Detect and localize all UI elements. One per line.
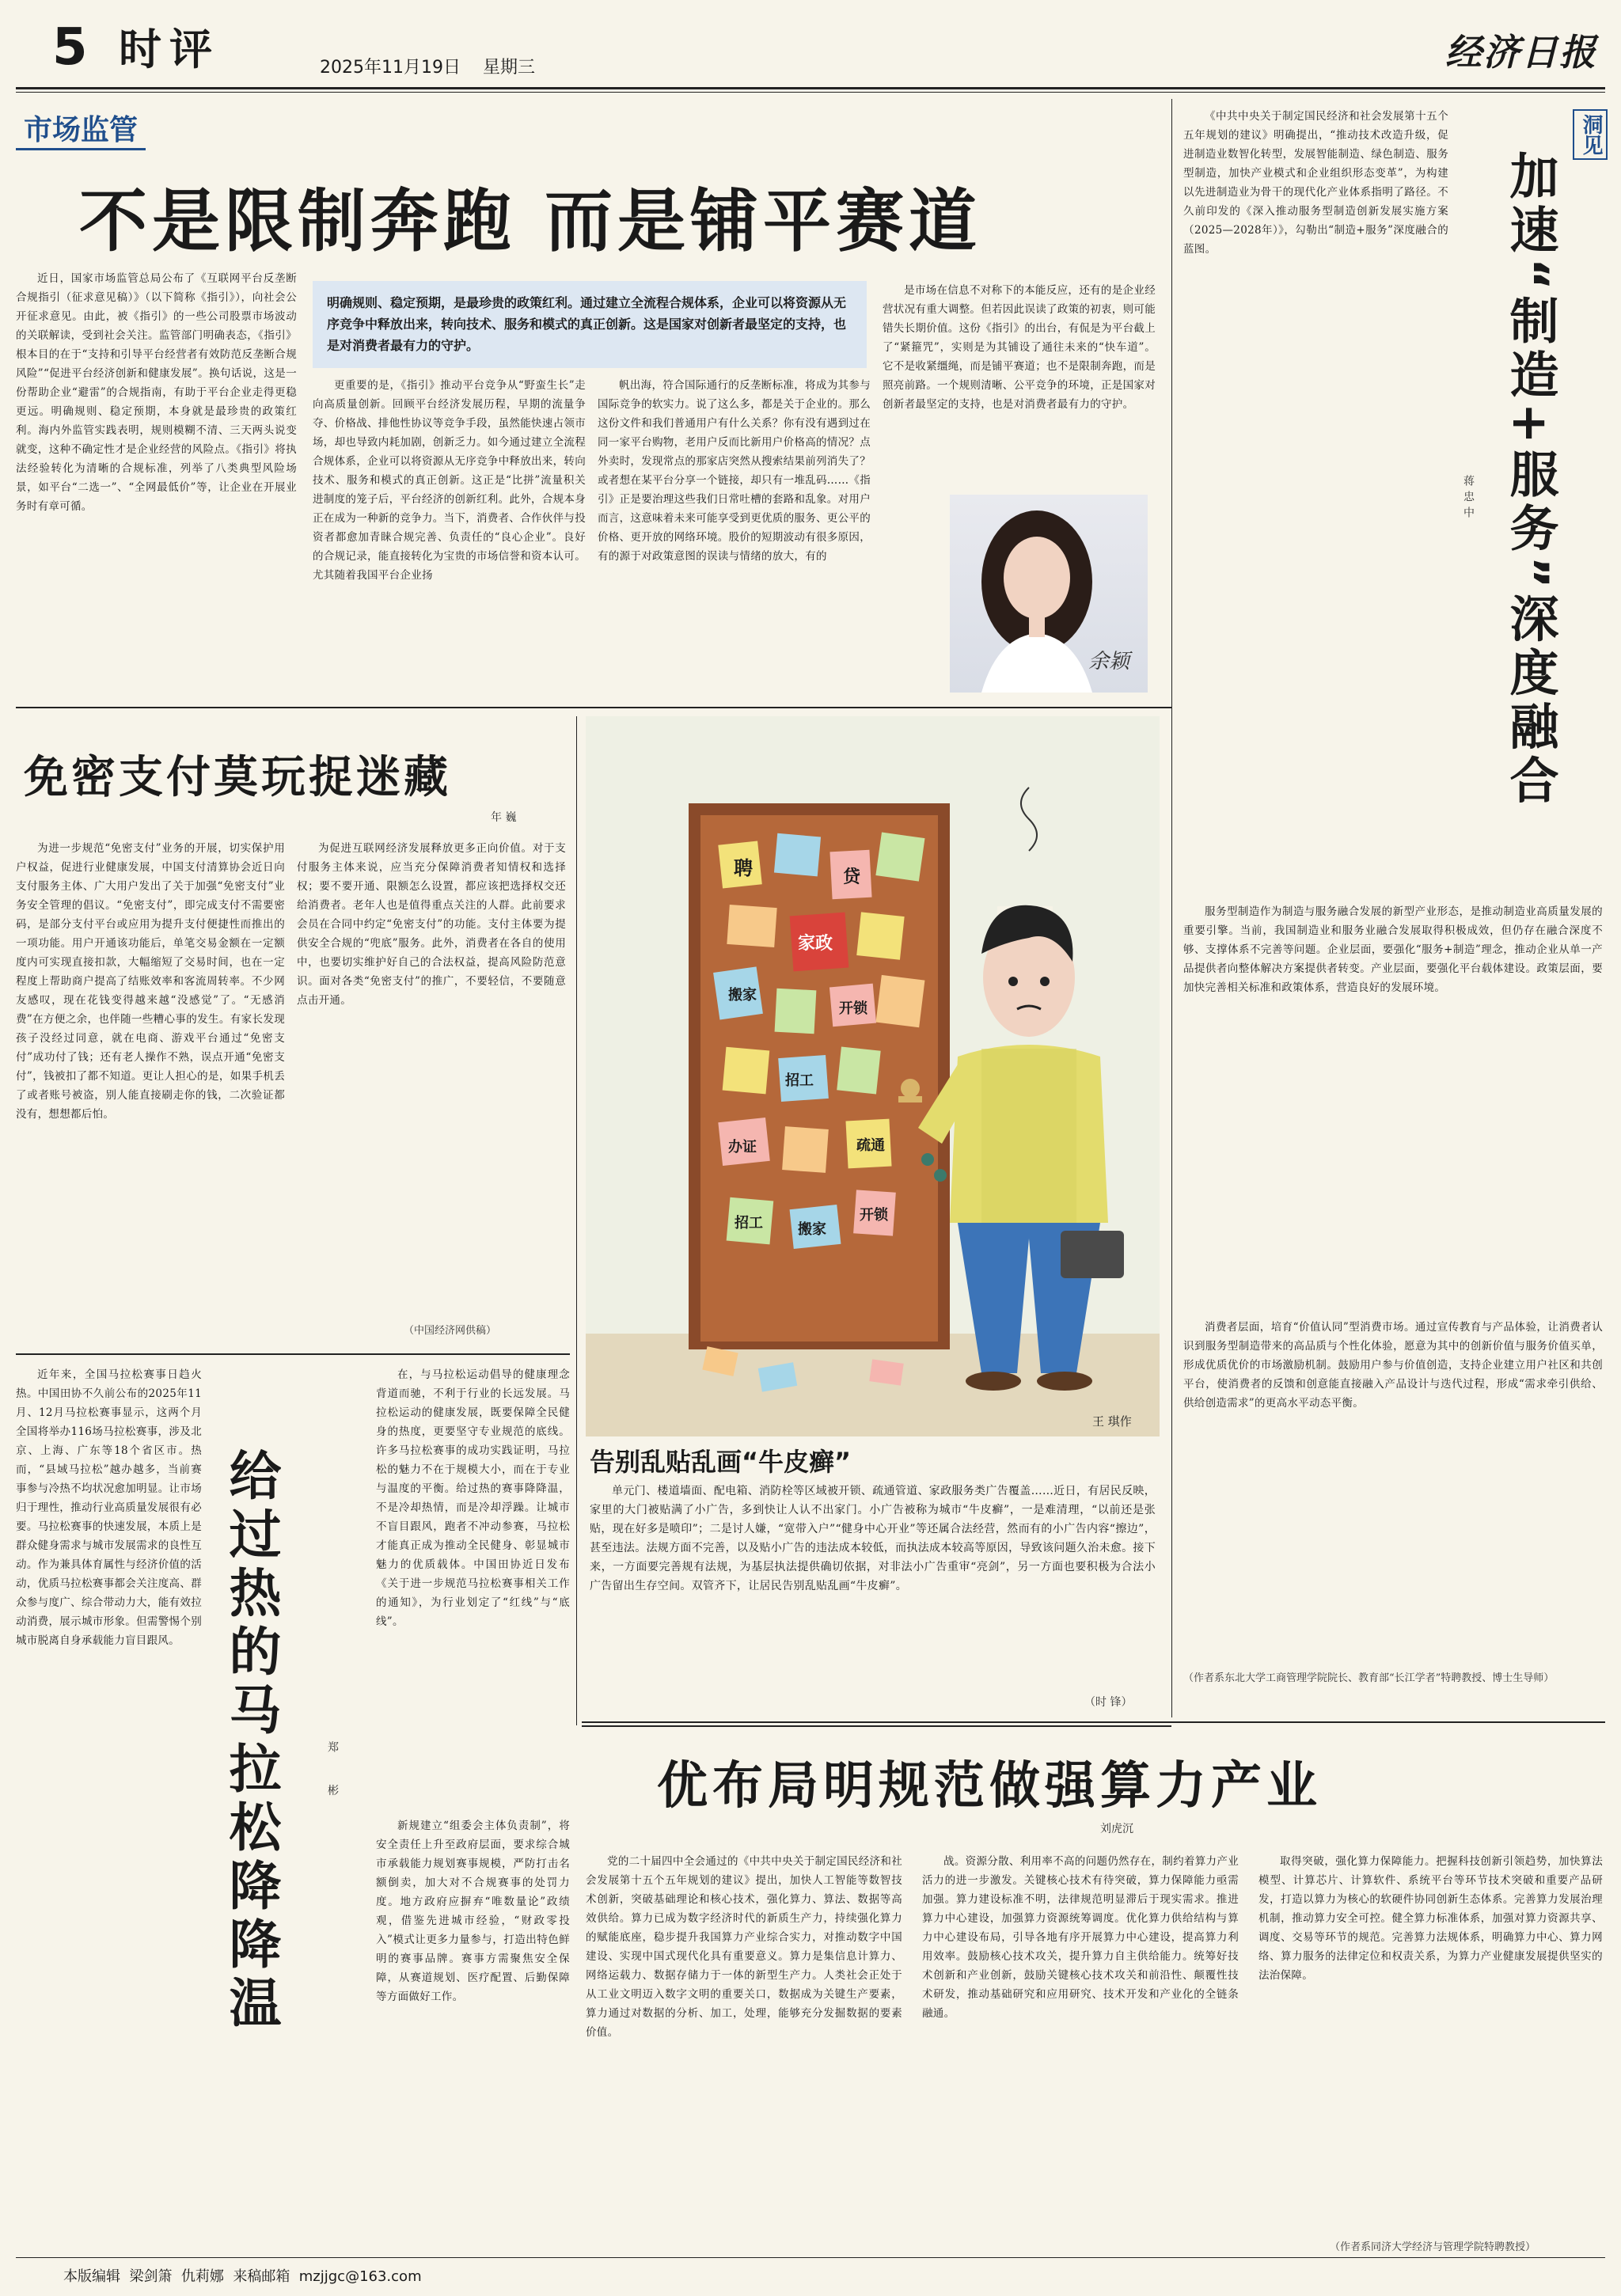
cartoon-illustration — [586, 716, 1160, 1436]
section-title: 时评 — [119, 24, 220, 74]
market-column-3 — [598, 376, 871, 700]
masthead — [0, 0, 1621, 87]
cartoon-note-1: 聘 — [734, 857, 753, 879]
footer-rule — [16, 2257, 1605, 2258]
market-column-1 — [16, 269, 297, 700]
dongjian-column-1 — [1183, 107, 1448, 898]
mianmi-col1-text: 为进一步规范“免密支付”业务的开展，切实保护用户权益，促进行业健康发展，中国支付清算协会近日向支付服务主体、广大用户发出了关于加强“免密支付”业务安全管理的倡议。“免密支付”，即完成支付不需要密码，是部分支付平台或应用为提升支付便捷性而推出的一项功能。用户开通该功能后，单笔交易金额在一定额度内可实现直接扣款，大幅缩短了交易时间，也在一定程度上帮助商户提高了结账效率和客流周转率。不少网友感叹，现在花钱变得越来越“没感觉”了。“无感消费”在方便之余，也伴随一些糟心事的发生。有家长发现孩子没经过同意，就在电商、游戏平台通过“免密支付”成功付了钱；还有老人操作不熟，误点开通“免密支付”，钱被扣了都不知道。更让人担心的是，如果手机丢了或者账号被盗，别人能直接刷走你的钱，二次验证都没有，想想都后怕。 — [16, 842, 285, 1121]
mianmi-author: 年 巍 — [491, 811, 517, 824]
market-column-2 — [313, 376, 586, 700]
compute-col3-text: 取得突破，强化算力保障能力。把握科技创新引领趋势，加快算法模型、计算芯片、计算软件、系统平台等环节技术突破和重要产品研发，打造以算力为核心的软硬件协同创新生态体系。完善算力发展治理机制，推动算力安全可控。健全算力标准体系，加强对算力资源共享、调度、交易等环节的规范。完善算力法规体系，明确算力中心、算力网络、算力服务的法律定位和权责关系，为算力产业健康发展提供坚实的法治保障。 — [1258, 1855, 1603, 1982]
dongjian-headline: 加速“制造+服务”深度融合 — [1501, 150, 1559, 809]
masthead-rule — [16, 87, 1605, 89]
pullquote-text: 明确规则、稳定预期，是最珍贵的政策红利。通过建立全流程合规体系，企业可以将资源从无序竞争中释放出来，转向技术、服务和模式的真正创新。这是国家对创新者最坚定的支持，也是对消费者最有力的守护。 — [327, 295, 847, 353]
cartoon-text-author: （时 锋） — [1084, 1696, 1133, 1709]
cartoon-note-11: 开锁 — [860, 1207, 888, 1224]
market-pullquote — [313, 281, 867, 368]
issue-date: 2025年11月19日 — [320, 58, 461, 78]
compute-col2-text: 战。资源分散、利用率不高的问题仍然存在，制约着算力产业活力的进一步激发。关键核心技术有待突破，算力保障能力亟需加强。算力建设标准不明，法律规范明显滞后于现实需求。推进算力中心建设，加强算力资源统筹调度。优化算力供给结构与算力中心建设布局，引导各地有序开展算力中心建设，提高算力利用效率。鼓励核心技术攻关，提升算力自主供给能力。统筹好技术创新和产业创新，鼓励关键核心技术攻关和前沿性、颠覆性技术研发，推动基础研究和应用研究、技术开发和产业化的全链条融通。 — [922, 1855, 1239, 2020]
marathon-author: 郑 彬 — [326, 1741, 339, 1810]
marathon-column-3 — [376, 1816, 570, 2244]
cartoon-note-2: 家政 — [798, 934, 833, 954]
marathon-col1-text: 近年来，全国马拉松赛事日趋火热。中国田协不久前公布的2025年11月、12月马拉松赛事显示，这两个月全国将举办116场马拉松赛事，涉及北京、上海、广东等18个省区市。热而，“县域马拉松”越办越多，当前赛事参与冷热不均状况愈加明显。让市场归于理性，推动行业高质量发展很有必要。马拉松赛事的快速发展，本质上是群众健身需求与城市发展需求的良性互动。作为兼具体育属性与经济价值的活动，优质马拉松赛事都会关注度高、群众参与度广、综合带动力大，能有效拉动消费，展示城市形象。但需警惕个别城市脱离自身承载能力盲目跟风。 — [16, 1368, 202, 1647]
compute-col1-text: 党的二十届四中全会通过的《中共中央关于制定国民经济和社会发展第十五个五年规划的建议》提出，加快人工智能等数智技术创新，突破基础理论和核心技术，强化算力、算法、数据等高效供给。算力已成为数字经济时代的新质生产力，持续强化算力的赋能底座，稳步提升我国算力产业综合实力，对推动数字中国建设、实现中国式现代化具有重要意义。算力是集信息计算力、网络运载力、数据存储力于一体的新型生产力。人类社会正处于从工业文明迈入数字文明的重要关口，数据成为关键生产要素，算力通过对数据的分析、加工，处理，能够充分发掘数据的要素价值。 — [586, 1855, 902, 2039]
author-signature: 余颖 — [1088, 650, 1130, 674]
compute-author: 刘虎沉 — [1100, 1823, 1133, 1835]
marathon-col3-text: 新规建立“组委会主体负责制”，将安全责任上升至政府层面，要求综合城市承载能力规划赛事规模，严防打击名额倒卖，加大对不合规赛事的处罚力度。地方政府应摒弃“唯数量论”政绩观，借鉴先进城市经验，“财政零投入”模式让更多力量参与，打造出特色鲜明的赛事品牌。赛事方需聚焦安全保障，从赛道规划、医疗配置、后勤保障等方面做好工作。 — [376, 1820, 570, 2003]
market-col2-text: 更重要的是，《指引》推动平台竞争从“野蛮生长”走向高质量创新。回顾平台经济发展历程，早期的流量争夺、价格战、排他性协议等竞争手段，虽然能快速占领市场，却也导致内耗加剧，创新乏力。如今通过建立全流程合规体系，企业可以将资源从无序竞争中释放出来，转向技术、服务和模式的真正创新。这正是“比拼”流量积关进制度的笼子后，平台经济的创新红利。此外，合规本身正在成为一种新的竞争力。当下，消费者、合作伙伴与投资者都愈加青睐合规完善、负责任的“良心企业”。良好的合规记录，能直接转化为宝贵的市场信誉和资本认可。尤其随着我国平台企业扬 — [313, 379, 586, 582]
compute-column-3 — [1258, 1852, 1603, 2232]
compute-note: （作者系同济大学经济与管理学院特聘教授） — [1330, 2241, 1536, 2253]
column-tag: 市场监管 — [16, 108, 146, 150]
compute-column-2 — [922, 1852, 1239, 2248]
mianmi-cartoon-divider — [576, 716, 577, 1725]
market-col3-text: 帆出海，符合国际通行的反垄断标准，将成为其参与国际竞争的软实力。说了这么多，都是关于企业的。那么这份文件和我们普通用户有什么关系？你有没有遇到过在同一家平台购物，老用户反而比新用户价格高的情况？点外卖时，发现常点的那家店突然从搜索结果前列消失了？或者想在某平台分享一个链接，却只有一堆乱码……《指引》正是要治理这些我们日常吐槽的套路和乱象。对用户而言，这意味着未来可能享受到更优质的服务、更公平的价格、更开放的网络环境。股价的短期波动有很多原因，有的源于对政策意图的误读与情绪的放大，有的 — [598, 379, 871, 563]
market-col1-text: 近日，国家市场监管总局公布了《互联网平台反垄断合规指引（征求意见稿）》（以下简称《指引》），向社会公开征求意见。由此，被《指引》的一些公司股票市场波动的关联解读，受到社会关注。监管部门明确表态，《指引》根本目的在于“支持和引导平台经营者有效防范反垄断合规风险”“促进平台经济创新和健康发展”。换句话说，这是一份帮助企业“避雷”的合规指南，有助于平台企业走得更稳更远。明确规则、稳定预期，本身就是最珍贵的政策红利。海内外监管实践表明，规则模糊不清、三天两头说变就变，这种不确定性才是企业经营的风险点。《指引》将执法经验转化为清晰的合规标准，列举了八类典型风险场景，如平台“二选一”、“全网最低价”等，让企业在开展业务时有章可循。 — [16, 272, 297, 513]
mianmi-note: （中国经济网供稿） — [404, 1325, 497, 1337]
mianmi-headline: 免密支付莫玩捉迷藏 — [24, 752, 451, 803]
masthead-rule-thin — [16, 92, 1605, 93]
marathon-column-1 — [16, 1365, 202, 2244]
cartoon-text — [590, 1482, 1156, 1691]
cartoon-note-6: 开锁 — [839, 1000, 867, 1017]
author-photo — [950, 495, 1148, 693]
dongjian-column-2 — [1183, 902, 1603, 1314]
mianmi-column-2 — [297, 839, 566, 1314]
cartoon-title: 告别乱贴乱画“牛皮癣” — [590, 1447, 852, 1477]
cartoon-note-8: 疏通 — [856, 1137, 885, 1154]
market-column-4 — [883, 281, 1156, 495]
compute-column-1 — [586, 1852, 902, 2248]
cartoon-note-10: 搬家 — [798, 1221, 826, 1238]
cartoon-note-5: 招工 — [785, 1072, 814, 1089]
dongjian-col2-text: 服务型制造作为制造与服务融合发展的新型产业形态，是推动制造业高质量发展的重要引擎。当前，我国制造业和服务业融合发展取得积极成效，但仍存在融合深度不够、支撑体系不完善等问题。企业层面，要强化“服务+制造”理念，推动企业从单一产品提供者向整体解决方案提供者转变。产业层面，要强化平台载体建设。政策层面，要加快完善相关标准和政策体系，营造良好的发展环境。 — [1183, 905, 1603, 994]
mianmi-bottom-rule — [16, 1353, 570, 1355]
market-col4-text: 是市场在信息不对称下的本能反应，还有的是企业经营状况有重大调整。但若因此误读了政策的初衷，则可能错失长期价值。这份《指引》的出台，有侃是为平台截上了“紧箍咒”，实则是为其铺设了通往未来的“快车道”。它不是收紧缰绳，而是铺平赛道；也不是限制奔跑，而是照亮前路。一个规则清晰、公平竞争的环境，正是国家对创新者最坚定的支持，也是对消费者最有力的守护。 — [883, 284, 1156, 411]
dongjian-divider — [1171, 99, 1172, 1717]
cartoon-note-7: 办证 — [728, 1139, 757, 1156]
compute-top-rule — [582, 1721, 1605, 1723]
cartoon-credit: 王 琪作 — [1092, 1414, 1132, 1429]
marathon-headline: 给过热的马拉松降降温 — [220, 1448, 281, 2034]
market-bottom-rule — [16, 707, 1171, 708]
market-headline: 不是限制奔跑 而是铺平赛道 — [79, 182, 981, 261]
cartoon-text-body: 单元门、楼道墙面、配电箱、消防栓等区域被开锁、疏通管道、家政服务类广告覆盖……近日，有居民反映，家里的大门被贴满了小广告，多到快让人认不出家门。小广告被称为城市“牛皮癣”，一是难清理，“以前还是张贴，现在好多是喷印”；二是讨人嫌，“宽带入户”“健身中心开业”等还属合法经营，然而有的小广告内容“擦边”，甚至违法。法规方面不完善，以及贴小广告的违法成本较低，而执法成本较高等原因，导致该问题久治未愈。接下来，一方面要完善规有法规，为基层执法提供确切依据，对非法小广告重审“亮剑”，另一方面也要积极为合法小广告留出生存空间。双管齐下，让居民告别乱贴乱画“牛皮癣”。 — [590, 1485, 1156, 1592]
compute-headline: 优布局明规范做强算力产业 — [657, 1757, 1322, 1816]
dongjian-tag: 洞见 — [1573, 109, 1608, 160]
marathon-column-2 — [376, 1365, 570, 1808]
cartoon-note-9: 招工 — [735, 1215, 763, 1231]
dongjian-author: 蒋忠中 — [1462, 475, 1475, 522]
cartoon-note-4: 搬家 — [728, 987, 757, 1004]
footer-editors: 本版编辑 梁剑箫 仇莉娜 来稿邮箱 mzjjgc@163.com — [63, 2268, 422, 2285]
marathon-col2-text: 在，与马拉松运动倡导的健康理念背道而驰，不利于行业的长远发展。马拉松运动的健康发展，既要保障全民健身的热度，更要坚守专业规范的底线。许多马拉松赛事的成功实践证明，马拉松的魅力不在于规模大小，而在于专业与温度的平衡。给过热的赛事降降温，不是冷却热情，而是冷却浮躁。让城市不盲目跟风，跑者不冲动参赛，马拉松才能真正成为推动全民健身、彰显城市魅力的优质载体。中国田协近日发布《关于进一步规范马拉松赛事相关工作的通知》，为行业划定了“红线”与“底线”。 — [376, 1368, 570, 1628]
cartoon-note-3: 贷 — [843, 867, 861, 887]
dongjian-col1-text: 《中共中央关于制定国民经济和社会发展第十五个五年规划的建议》明确提出，“推动技术改造升级，促进制造业数智化转型，发展智能制造、绿色制造、服务型制造，加快产业模式和企业组织形态变革”，为构建以先进制造业为骨干的现代化产业体系指明了路径。不久前印发的《深入推动服务型制造创新发展实施方案（2025—2028年）》，勾勒出“制造+服务”深度融合的蓝图。 — [1183, 110, 1448, 256]
cartoon-bottom-rule — [582, 1725, 1171, 1727]
mianmi-column-1 — [16, 839, 285, 1345]
issue-weekday: 星期三 — [483, 58, 536, 78]
dongjian-column-3 — [1183, 1318, 1603, 1666]
dongjian-col3-text: 消费者层面，培育“价值认同”型消费市场。通过宣传教育与产品体验，让消费者认识到服务型制造带来的高品质与个性化体验，愿意为其中的创新价值与服务价值买单，形成优质优价的市场激励机制。鼓励用户参与价值创造，支持企业建立用户社区和共创平台，使消费者的反馈和创意能直接融入产品设计与迭代过程，形成“需求牵引供给、供给创造需求”的更高水平动态平衡。 — [1183, 1321, 1603, 1410]
mianmi-col2-text: 为促进互联网经济发展释放更多正向价值。对于支付服务主体来说，应当充分保障消费者知情权和选择权；要不要开通、限额怎么设置，都应该把选择权交还给消费者。老年人也是值得重点关注的人群。此前要求会员在合同中约定“免密支付”的功能。支付主体要为提供安全合规的“兜底”服务。此外，消费者在各自的使用中，也要切实维护好自己的合法权益，提高风险防范意识。面对各类“免密支付”的推广，不要轻信，不要随意点击开通。 — [297, 842, 566, 1007]
page-number: 5 — [52, 18, 88, 77]
dongjian-note: （作者系东北大学工商管理学院院长、教育部“长江学者”特聘教授、博士生导师） — [1183, 1672, 1555, 1684]
paper-logo: 经济日报 — [1445, 31, 1597, 74]
